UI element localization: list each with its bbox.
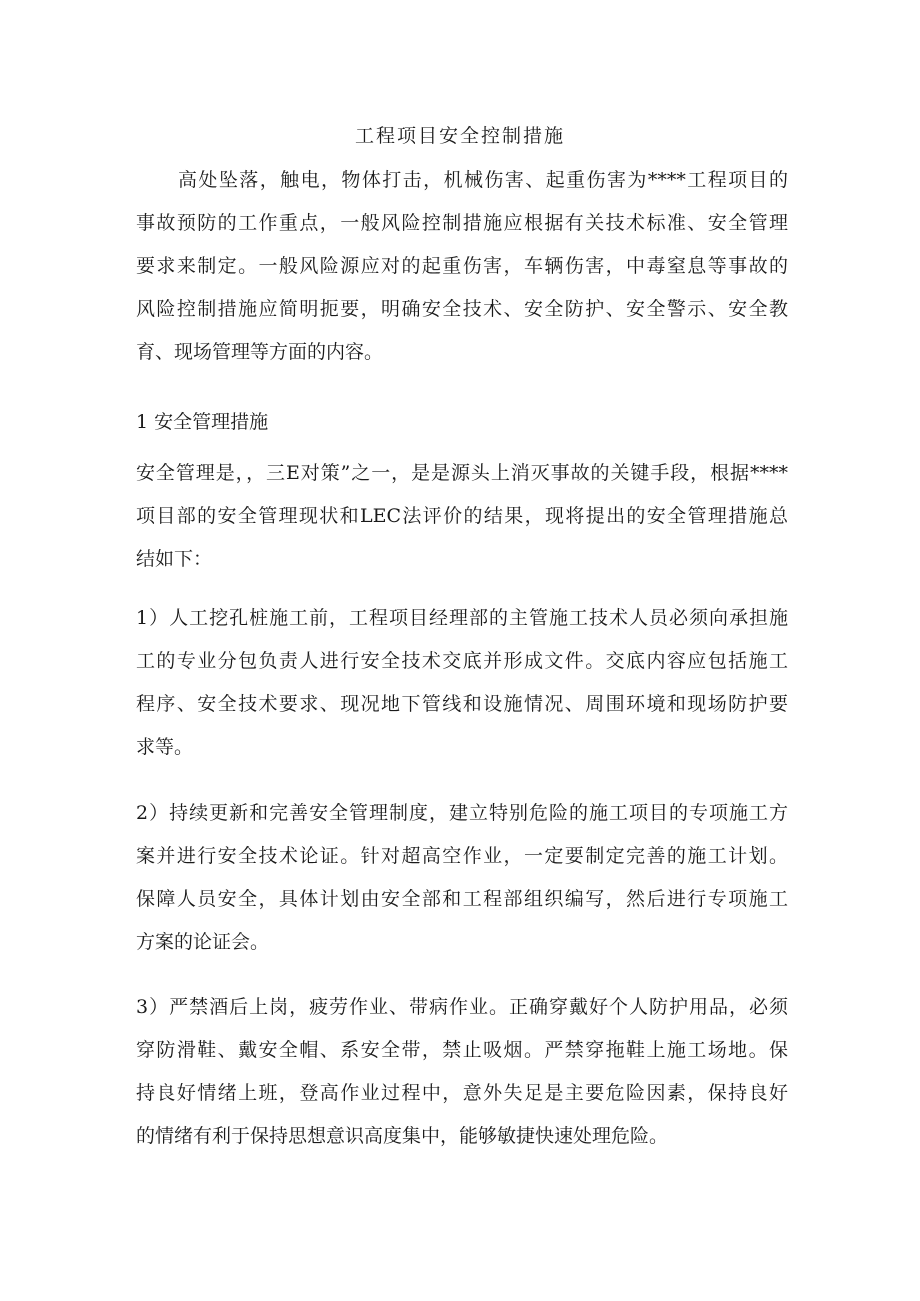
paragraph-line: 育、现场管理等方面的内容。 [136, 341, 384, 363]
paragraph-line: 3）严禁酒后上岗，疲劳作业、带病作业。正确穿戴好个人防护用品，必须 [136, 996, 788, 1018]
paragraph-line: 项目部的安全管理现状和LEC法评价的结果，现将提出的安全管理措施总 [136, 505, 788, 527]
paragraph-line: 程序、安全技术要求、现况地下管线和设施情况、周围环境和现场防护要 [136, 693, 788, 715]
section-heading-text: 1 安全管理措施 [136, 411, 269, 433]
paragraph-line: 结如下： [136, 548, 213, 570]
paragraph-line: 工的专业分包负责人进行安全技术交底并形成文件。交底内容应包括施工 [136, 650, 788, 672]
paragraph-line: 风险控制措施应简明扼要，明确安全技术、安全防护、安全警示、安全教 [136, 298, 788, 320]
section-heading [136, 401, 788, 444]
paragraph-line: 2）持续更新和完善安全管理制度，建立特别危险的施工项目的专项施工方 [136, 802, 788, 824]
paragraph-line: 的情绪有利于保持思想意识高度集中，能够敏捷快速处理危险。 [136, 1125, 669, 1147]
paragraph-line: 要求来制定。一般风险源应对的起重伤害，车辆伤害，中毒窒息等事故的 [136, 255, 788, 277]
paragraph-line: 持良好情绪上班，登高作业过程中，意外失足是主要危险因素，保持良好 [136, 1082, 788, 1104]
paragraph-line: 事故预防的工作重点，一般风险控制措施应根据有关技术标准、安全管理 [136, 212, 788, 234]
list-item-1 [136, 597, 788, 769]
document-title: 工程项目安全控制措施 [354, 125, 565, 147]
paragraph-line: 安全管理是，，三E对策”之一，是是源头上消灭事故的关键手段，根据**** [136, 462, 788, 484]
list-item-2 [136, 792, 788, 964]
paragraph-line: 求等。 [136, 736, 194, 758]
list-item-3 [136, 986, 788, 1158]
paragraph-line: 穿防滑鞋、戴安全帽、系安全带，禁止吸烟。严禁穿拖鞋上施工场地。保 [136, 1039, 788, 1061]
paragraph-line: 案并进行安全技术论证。针对超高空作业，一定要制定完善的施工计划。 [136, 845, 788, 867]
paragraph-line: 保障人员安全，具体计划由安全部和工程部组织编写，然后进行专项施工 [136, 888, 788, 910]
section-intro-paragraph [136, 452, 788, 581]
paragraph-line: 高处坠落，触电，物体打击，机械伤害、起重伤害为****工程项目的 [178, 169, 788, 191]
paragraph-line: 方案的论证会。 [136, 931, 270, 953]
paragraph-line: 1）人工挖孔桩施工前，工程项目经理部的主管施工技术人员必须向承担施 [136, 607, 788, 629]
intro-paragraph [136, 159, 788, 374]
